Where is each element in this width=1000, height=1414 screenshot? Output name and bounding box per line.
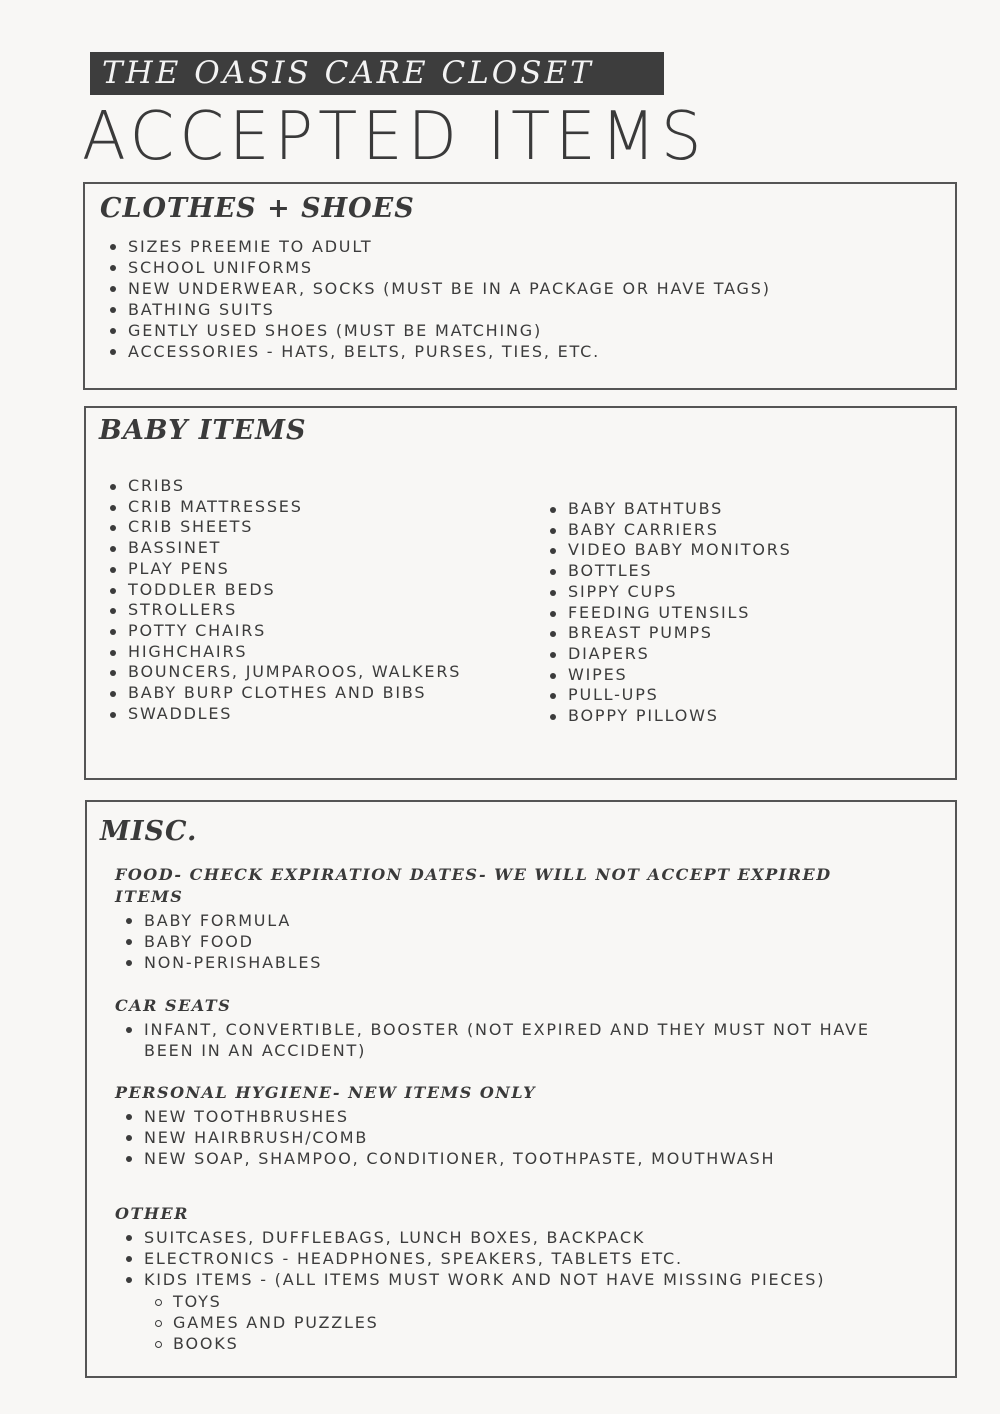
list-item: BABY FORMULA xyxy=(124,910,322,931)
list-item: GENTLY USED SHOES (MUST BE MATCHING) xyxy=(108,320,771,341)
list-item: CRIB SHEETS xyxy=(108,517,461,538)
list-item: TODDLER BEDS xyxy=(108,580,461,601)
list-item: BASSINET xyxy=(108,538,461,559)
kids-items-sublist xyxy=(144,1291,379,1354)
list-item: BOTTLES xyxy=(548,561,792,582)
list-item: ELECTRONICS - HEADPHONES, SPEAKERS, TABLETS ETC. xyxy=(124,1248,825,1269)
list-item: NEW TOOTHBRUSHES xyxy=(124,1106,775,1127)
clothes-shoes-heading: CLOTHES + SHOES xyxy=(100,193,415,224)
list-item: NON-PERISHABLES xyxy=(124,952,322,973)
list-item: SIPPY CUPS xyxy=(548,582,792,603)
list-item: BABY FOOD xyxy=(124,931,322,952)
list-item: PULL-UPS xyxy=(548,685,792,706)
list-item: BREAST PUMPS xyxy=(548,623,792,644)
list-item: NEW HAIRBRUSH/COMB xyxy=(124,1127,775,1148)
misc-heading: MISC. xyxy=(100,816,198,847)
list-item: CRIB MATTRESSES xyxy=(108,497,461,518)
list-item: DIAPERS xyxy=(548,644,792,665)
clothes-list xyxy=(108,236,771,362)
banner-title: THE OASIS CARE CLOSET xyxy=(90,52,664,95)
list-item: NEW SOAP, SHAMPOO, CONDITIONER, TOOTHPASTE, MOUTHWASH xyxy=(124,1148,775,1169)
list-item: NEW UNDERWEAR, SOCKS (MUST BE IN A PACKAGE OR HAVE TAGS) xyxy=(108,278,771,299)
list-item: BOOKS xyxy=(144,1333,379,1354)
food-list xyxy=(124,910,322,973)
baby-items-left-list xyxy=(108,476,461,724)
list-item: BABY BURP CLOTHES AND BIBS xyxy=(108,683,461,704)
list-item: SWADDLES xyxy=(108,704,461,725)
car-seats-heading: CAR SEATS xyxy=(115,996,232,1015)
baby-items-heading: BABY ITEMS xyxy=(99,415,307,446)
list-item: KIDS ITEMS - (ALL ITEMS MUST WORK AND NOT HAVE MISSING PIECES) xyxy=(124,1269,825,1290)
list-item: SCHOOL UNIFORMS xyxy=(108,257,771,278)
list-item: CRIBS xyxy=(108,476,461,497)
list-item: BOPPY PILLOWS xyxy=(548,706,792,727)
other-heading: OTHER xyxy=(115,1204,189,1223)
other-list xyxy=(124,1227,825,1290)
list-item: BABY CARRIERS xyxy=(548,520,792,541)
list-item: STROLLERS xyxy=(108,600,461,621)
hygiene-list xyxy=(124,1106,775,1169)
list-item: TOYS xyxy=(144,1291,379,1312)
page-title: ACCEPTED ITEMS xyxy=(82,98,707,176)
list-item: SIZES PREEMIE TO ADULT xyxy=(108,236,771,257)
list-item: GAMES AND PUZZLES xyxy=(144,1312,379,1333)
car-seats-list xyxy=(124,1019,874,1061)
list-item: ACCESSORIES - HATS, BELTS, PURSES, TIES, ETC. xyxy=(108,341,771,362)
list-item: INFANT, CONVERTIBLE, BOOSTER (NOT EXPIRED AND THEY MUST NOT HAVE BEEN IN AN ACCIDENT) xyxy=(124,1019,874,1061)
list-item: BABY BATHTUBS xyxy=(548,499,792,520)
food-heading: FOOD- CHECK EXPIRATION DATES- WE WILL NOT ACCEPT EXPIRED ITEMS xyxy=(115,865,832,906)
baby-items-right-list xyxy=(548,499,792,727)
list-item: POTTY CHAIRS xyxy=(108,621,461,642)
list-item: SUITCASES, DUFFLEBAGS, LUNCH BOXES, BACKPACK xyxy=(124,1227,825,1248)
list-item: HIGHCHAIRS xyxy=(108,642,461,663)
list-item: BOUNCERS, JUMPAROOS, WALKERS xyxy=(108,662,461,683)
list-item: WIPES xyxy=(548,665,792,686)
list-item: VIDEO BABY MONITORS xyxy=(548,540,792,561)
list-item: FEEDING UTENSILS xyxy=(548,603,792,624)
hygiene-heading: PERSONAL HYGIENE- NEW ITEMS ONLY xyxy=(115,1083,537,1102)
list-item: PLAY PENS xyxy=(108,559,461,580)
list-item: BATHING SUITS xyxy=(108,299,771,320)
